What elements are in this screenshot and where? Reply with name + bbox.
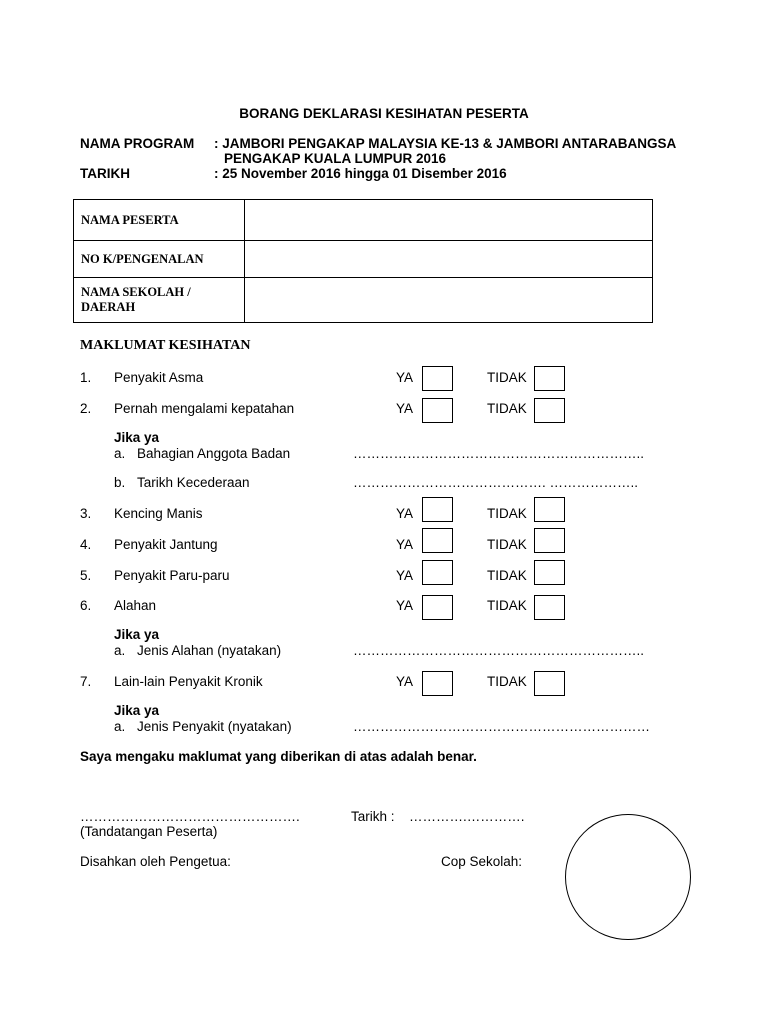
yes-label: YA (396, 370, 414, 385)
chronic-yes-checkbox[interactable] (422, 671, 453, 696)
id-number-field[interactable] (245, 241, 653, 278)
allergy-yes-checkbox[interactable] (422, 595, 453, 620)
section-title: MAKLUMAT KESIHATAN (80, 338, 251, 353)
sub-item-prefix: a. (114, 446, 126, 461)
no-label: TIDAK (487, 598, 527, 613)
heart-no-checkbox[interactable] (534, 528, 565, 553)
item-number: 3. (80, 506, 92, 521)
allergy-no-checkbox[interactable] (534, 595, 565, 620)
no-label: TIDAK (487, 506, 527, 521)
body-part-label: Bahagian Anggota Badan (137, 446, 291, 461)
participant-name-field[interactable] (245, 200, 653, 241)
signature-date-label: Tarikh : (351, 809, 395, 824)
asthma-yes-checkbox[interactable] (422, 366, 453, 391)
injury-date-label: Tarikh Kecederaan (137, 475, 250, 490)
school-stamp-label: Cop Sekolah: (441, 854, 523, 869)
allergy-type-label: Jenis Alahan (nyatakan) (137, 643, 282, 658)
lung-yes-checkbox[interactable] (422, 560, 453, 585)
school-stamp-circle (565, 814, 691, 940)
yes-label: YA (396, 598, 414, 613)
no-label: TIDAK (487, 568, 527, 583)
fracture-yes-checkbox[interactable] (422, 398, 453, 423)
id-number-label: NO K/PENGENALAN (74, 241, 245, 278)
item-label-allergy: Alahan (114, 598, 157, 613)
school-district-label: NAMA SEKOLAH / DAERAH (74, 278, 245, 323)
sub-item-prefix: a. (114, 643, 126, 658)
no-label: TIDAK (487, 674, 527, 689)
no-label: TIDAK (487, 537, 527, 552)
fracture-no-checkbox[interactable] (534, 398, 565, 423)
if-yes-label: Jika ya (114, 627, 160, 642)
item-number: 6. (80, 598, 92, 613)
yes-label: YA (396, 674, 414, 689)
injury-date-field[interactable]: ……………………………………. ……………….. (353, 475, 639, 490)
item-number: 4. (80, 537, 92, 552)
program-label: NAMA PROGRAM (80, 136, 195, 151)
yes-label: YA (396, 401, 414, 416)
item-number: 5. (80, 568, 92, 583)
yes-label: YA (396, 568, 414, 583)
yes-label: YA (396, 506, 414, 521)
declaration-text: Saya mengaku maklumat yang diberikan di atas adalah benar. (80, 749, 477, 764)
principal-verification-label: Disahkan oleh Pengetua: (80, 854, 231, 869)
chronic-no-checkbox[interactable] (534, 671, 565, 696)
item-label-asthma: Penyakit Asma (114, 370, 204, 385)
program-value: : JAMBORI PENGAKAP MALAYSIA KE-13 & JAMBORI ANTARABANGSA (214, 136, 677, 151)
date-label: TARIKH (80, 166, 130, 181)
sub-item-prefix: b. (114, 475, 126, 490)
asthma-no-checkbox[interactable] (534, 366, 565, 391)
diabetes-yes-checkbox[interactable] (422, 497, 453, 522)
signature-field[interactable]: …………………………………………. (80, 809, 300, 824)
item-number: 7. (80, 674, 92, 689)
lung-no-checkbox[interactable] (534, 560, 565, 585)
participant-info-table (73, 199, 653, 323)
item-label-chronic: Lain-lain Penyakit Kronik (114, 674, 263, 689)
date-value: : 25 November 2016 hingga 01 Disember 2016 (214, 166, 507, 181)
yes-label: YA (396, 537, 414, 552)
signature-date-field[interactable]: ………….…………. (409, 809, 525, 824)
signature-caption: (Tandatangan Peserta) (80, 824, 218, 839)
diabetes-no-checkbox[interactable] (534, 497, 565, 522)
body-part-field[interactable]: ……………………………………………………….. (353, 446, 645, 461)
item-label-fracture: Pernah mengalami kepatahan (114, 401, 295, 416)
program-value-line2: PENGAKAP KUALA LUMPUR 2016 (224, 151, 447, 166)
participant-name-label: NAMA PESERTA (74, 200, 245, 241)
form-title: BORANG DEKLARASI KESIHATAN PESERTA (239, 106, 529, 121)
allergy-type-field[interactable]: ……………………………………………………….. (353, 643, 645, 658)
no-label: TIDAK (487, 401, 527, 416)
disease-type-field[interactable]: ………………………………………………………… (353, 719, 650, 734)
no-label: TIDAK (487, 370, 527, 385)
heart-yes-checkbox[interactable] (422, 528, 453, 553)
item-number: 2. (80, 401, 92, 416)
item-label-heart: Penyakit Jantung (114, 537, 218, 552)
disease-type-label: Jenis Penyakit (nyatakan) (137, 719, 292, 734)
school-district-field[interactable] (245, 278, 653, 323)
item-number: 1. (80, 370, 92, 385)
sub-item-prefix: a. (114, 719, 126, 734)
if-yes-label: Jika ya (114, 430, 160, 445)
item-label-lung: Penyakit Paru-paru (114, 568, 230, 583)
if-yes-label: Jika ya (114, 703, 160, 718)
item-label-diabetes: Kencing Manis (114, 506, 203, 521)
